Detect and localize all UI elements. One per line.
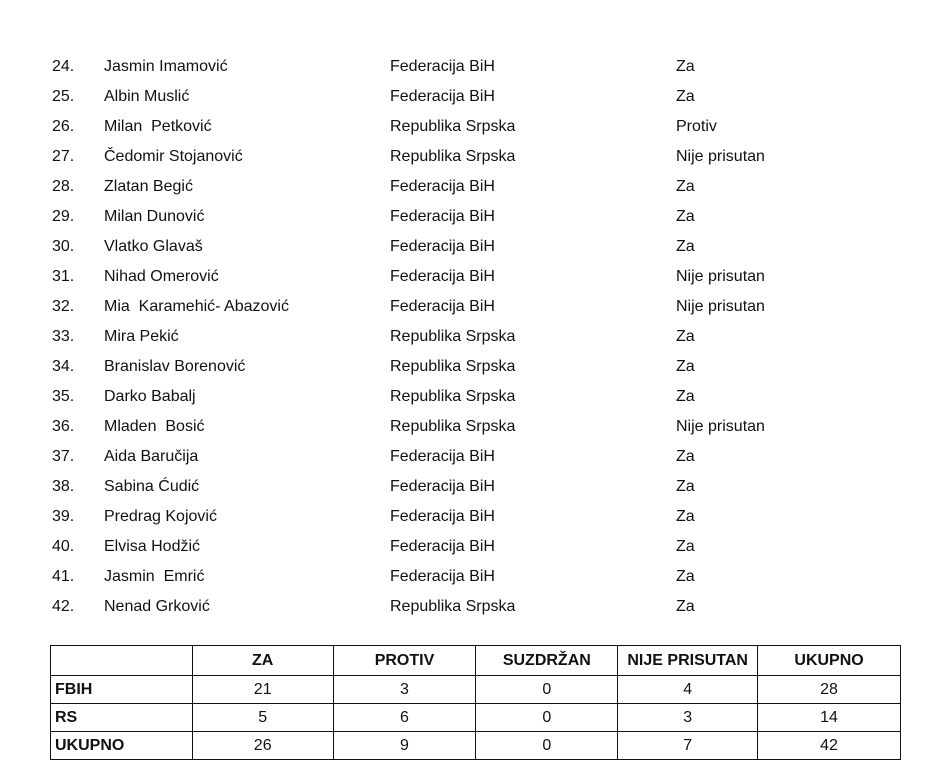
member-vote: Nije prisutan xyxy=(676,148,765,165)
member-name: Mladen Bosić xyxy=(104,418,205,435)
member-entity: Federacija BiH xyxy=(390,508,495,525)
summary-cell: 0 xyxy=(476,704,618,732)
vote-number: 30. xyxy=(52,238,75,255)
vote-number: 33. xyxy=(52,328,75,345)
member-entity: Federacija BiH xyxy=(390,268,495,285)
member-name: Zlatan Begić xyxy=(104,178,193,195)
member-entity: Republika Srpska xyxy=(390,148,516,165)
member-name: Jasmin Imamović xyxy=(104,58,228,75)
member-entity: Federacija BiH xyxy=(390,208,495,225)
member-vote: Za xyxy=(676,88,695,105)
vote-number: 34. xyxy=(52,358,75,375)
summary-header-blank xyxy=(51,646,193,676)
member-name: Elvisa Hodžić xyxy=(104,538,201,555)
vote-number: 41. xyxy=(52,568,75,585)
member-vote: Za xyxy=(676,508,695,525)
member-vote: Za xyxy=(676,448,695,465)
summary-row-label: FBIH xyxy=(51,676,193,704)
member-name: Čedomir Stojanović xyxy=(104,148,243,165)
vote-number: 26. xyxy=(52,118,75,135)
member-entity: Federacija BiH xyxy=(390,88,495,105)
member-entity: Republika Srpska xyxy=(390,388,516,405)
member-vote: Za xyxy=(676,178,695,195)
member-entity: Federacija BiH xyxy=(390,178,495,195)
member-name: Jasmin Emrić xyxy=(104,568,205,585)
vote-number: 27. xyxy=(52,148,75,165)
vote-number: 38. xyxy=(52,478,75,495)
vote-row xyxy=(0,382,938,412)
summary-cell: 42 xyxy=(758,732,901,760)
member-vote: Za xyxy=(676,328,695,345)
vote-summary-table xyxy=(50,645,901,760)
vote-list xyxy=(0,52,938,622)
member-name: Sabina Ćudić xyxy=(104,478,200,495)
summary-header-suzdrzan: SUZDRŽAN xyxy=(476,646,618,676)
member-name: Aida Baručija xyxy=(104,448,199,465)
member-entity: Republika Srpska xyxy=(390,418,516,435)
vote-row xyxy=(0,442,938,472)
vote-number: 40. xyxy=(52,538,75,555)
member-vote: Za xyxy=(676,358,695,375)
member-vote: Za xyxy=(676,478,695,495)
vote-number: 29. xyxy=(52,208,75,225)
vote-number: 35. xyxy=(52,388,75,405)
vote-row xyxy=(0,502,938,532)
vote-number: 31. xyxy=(52,268,75,285)
summary-cell: 7 xyxy=(618,732,758,760)
vote-row xyxy=(0,112,938,142)
vote-row xyxy=(0,262,938,292)
member-name: Darko Babalj xyxy=(104,388,196,405)
vote-row xyxy=(0,562,938,592)
vote-number: 32. xyxy=(52,298,75,315)
summary-row-rs xyxy=(51,704,901,732)
member-entity: Republika Srpska xyxy=(390,118,516,135)
summary-cell: 3 xyxy=(618,704,758,732)
member-entity: Federacija BiH xyxy=(390,538,495,555)
vote-row xyxy=(0,472,938,502)
member-vote: Protiv xyxy=(676,118,717,135)
summary-header-protiv: PROTIV xyxy=(333,646,476,676)
member-entity: Federacija BiH xyxy=(390,238,495,255)
member-entity: Republika Srpska xyxy=(390,358,516,375)
vote-row xyxy=(0,82,938,112)
vote-number: 24. xyxy=(52,58,75,75)
member-entity: Republika Srpska xyxy=(390,598,516,615)
summary-cell: 6 xyxy=(333,704,476,732)
vote-row xyxy=(0,52,938,82)
member-name: Milan Petković xyxy=(104,118,212,135)
vote-row xyxy=(0,232,938,262)
member-vote: Nije prisutan xyxy=(676,418,765,435)
vote-row xyxy=(0,142,938,172)
member-name: Nihad Omerović xyxy=(104,268,219,285)
member-vote: Za xyxy=(676,568,695,585)
summary-cell: 0 xyxy=(476,732,618,760)
summary-cell: 5 xyxy=(192,704,333,732)
summary-cell: 0 xyxy=(476,676,618,704)
member-vote: Za xyxy=(676,238,695,255)
member-name: Nenad Grković xyxy=(104,598,210,615)
vote-number: 37. xyxy=(52,448,75,465)
member-vote: Nije prisutan xyxy=(676,298,765,315)
vote-row xyxy=(0,532,938,562)
member-vote: Nije prisutan xyxy=(676,268,765,285)
vote-row xyxy=(0,292,938,322)
summary-cell: 14 xyxy=(758,704,901,732)
member-name: Mia Karamehić- Abazović xyxy=(104,298,289,315)
member-vote: Za xyxy=(676,388,695,405)
vote-number: 39. xyxy=(52,508,75,525)
member-entity: Federacija BiH xyxy=(390,298,495,315)
vote-row xyxy=(0,352,938,382)
member-name: Vlatko Glavaš xyxy=(104,238,203,255)
member-entity: Republika Srpska xyxy=(390,328,516,345)
summary-row-fbih xyxy=(51,676,901,704)
summary-cell: 3 xyxy=(333,676,476,704)
member-name: Mira Pekić xyxy=(104,328,179,345)
vote-number: 25. xyxy=(52,88,75,105)
vote-row xyxy=(0,202,938,232)
summary-header-ukupno: UKUPNO xyxy=(758,646,901,676)
vote-row xyxy=(0,322,938,352)
summary-cell: 4 xyxy=(618,676,758,704)
member-name: Milan Dunović xyxy=(104,208,205,225)
summary-cell: 26 xyxy=(192,732,333,760)
summary-row-label: UKUPNO xyxy=(51,732,193,760)
vote-number: 28. xyxy=(52,178,75,195)
member-entity: Federacija BiH xyxy=(390,478,495,495)
vote-number: 42. xyxy=(52,598,75,615)
summary-header-row xyxy=(51,646,901,676)
summary-header-za: ZA xyxy=(192,646,333,676)
summary-header-nije-prisutan: NIJE PRISUTAN xyxy=(618,646,758,676)
summary-row-label: RS xyxy=(51,704,193,732)
member-vote: Za xyxy=(676,58,695,75)
summary-cell: 21 xyxy=(192,676,333,704)
vote-number: 36. xyxy=(52,418,75,435)
member-vote: Za xyxy=(676,598,695,615)
member-name: Predrag Kojović xyxy=(104,508,217,525)
member-name: Albin Muslić xyxy=(104,88,190,105)
member-vote: Za xyxy=(676,208,695,225)
vote-row xyxy=(0,172,938,202)
member-entity: Federacija BiH xyxy=(390,568,495,585)
member-entity: Federacija BiH xyxy=(390,448,495,465)
summary-cell: 28 xyxy=(758,676,901,704)
summary-row-ukupno xyxy=(51,732,901,760)
vote-row xyxy=(0,412,938,442)
member-vote: Za xyxy=(676,538,695,555)
summary-cell: 9 xyxy=(333,732,476,760)
vote-row xyxy=(0,592,938,622)
member-name: Branislav Borenović xyxy=(104,358,246,375)
member-entity: Federacija BiH xyxy=(390,58,495,75)
